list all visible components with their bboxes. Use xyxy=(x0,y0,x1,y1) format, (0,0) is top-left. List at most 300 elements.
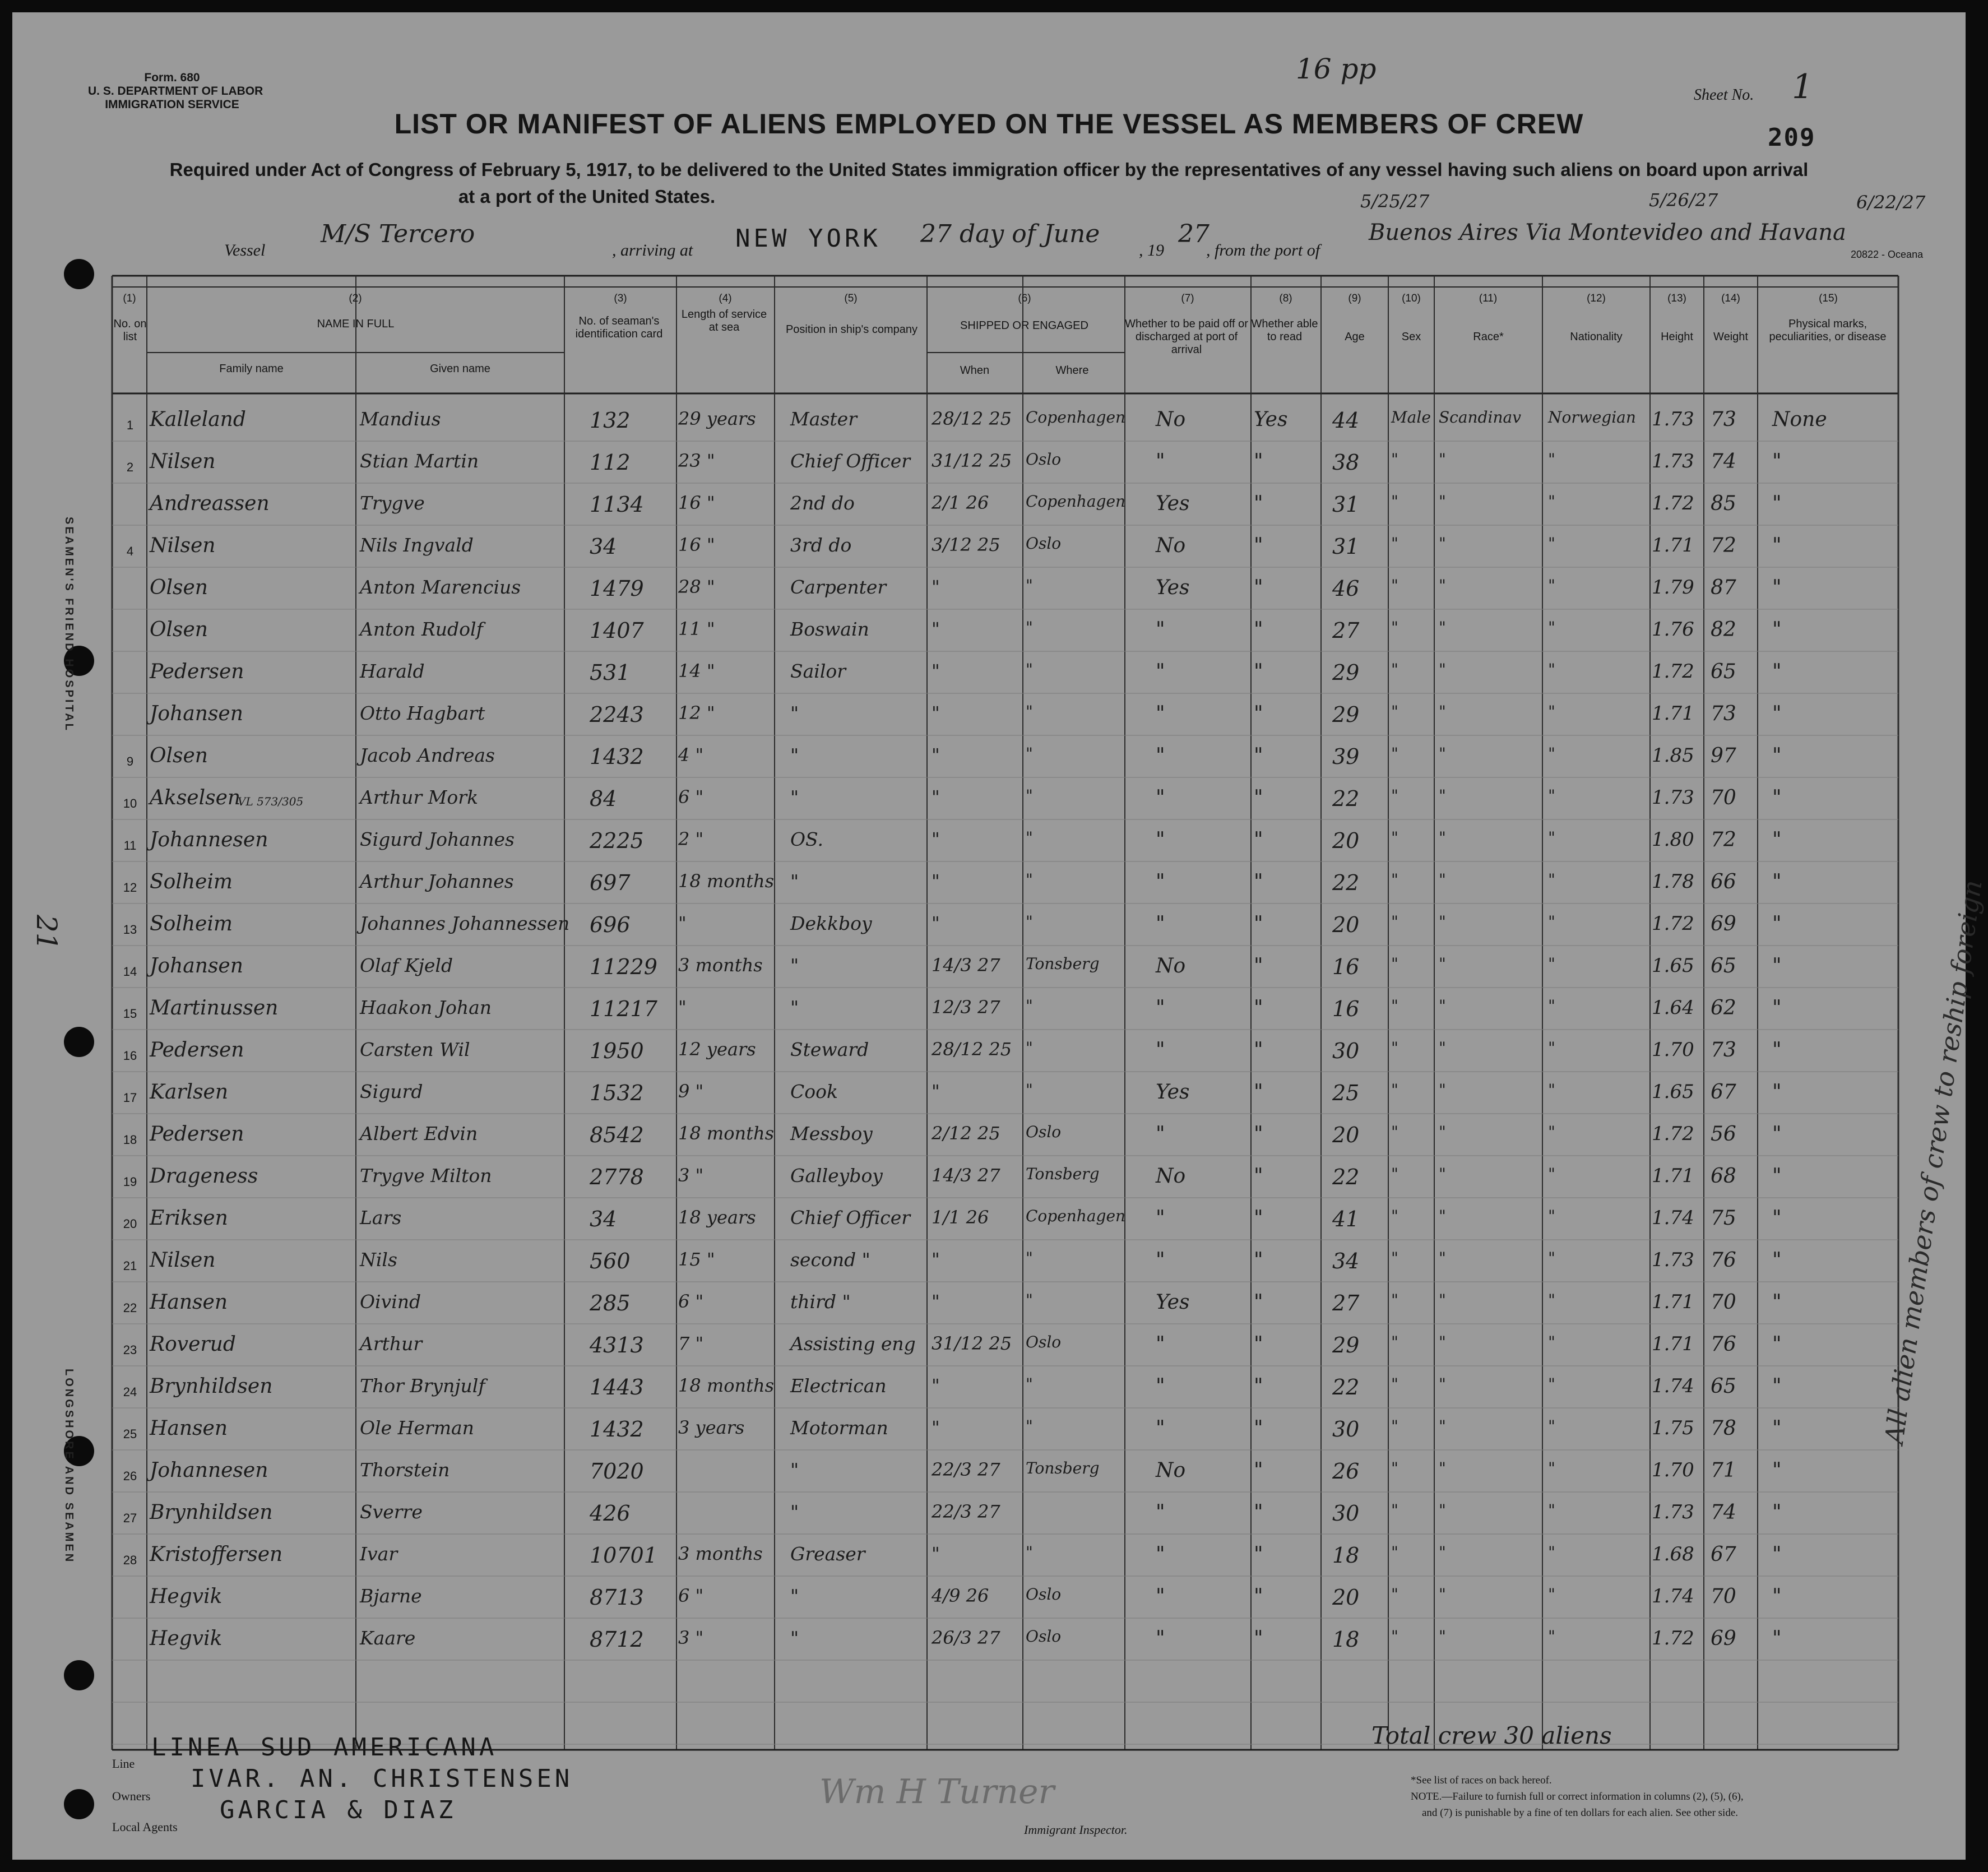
given-name: Kaare xyxy=(360,1627,416,1649)
family-name: Brynhildsen xyxy=(150,1501,273,1524)
shipped-where: Copenhagen xyxy=(1026,1207,1126,1225)
nationality: " xyxy=(1548,492,1555,511)
given-name: Anton Rudolf xyxy=(360,618,483,640)
page-title: LIST OR MANIFEST OF ALIENS EMPLOYED ON THE VESSEL AS MEMBERS OF CREW xyxy=(394,108,1584,140)
position: " xyxy=(790,786,799,808)
height: 1.73 xyxy=(1652,1501,1694,1523)
row-number: 11 xyxy=(123,838,137,852)
sex: " xyxy=(1391,1501,1398,1519)
race: " xyxy=(1439,1081,1446,1099)
akselsen-note: VL 573/305 xyxy=(238,795,304,808)
subtitle-line-2: at a port of the United States. xyxy=(458,186,716,207)
nationality: " xyxy=(1548,1627,1555,1646)
shipped-where: " xyxy=(1026,786,1033,805)
id-card: 1432 xyxy=(590,1417,644,1442)
race: " xyxy=(1439,1165,1446,1183)
service-length: 6 " xyxy=(678,1291,704,1312)
age: 22 xyxy=(1332,870,1360,895)
service-length: 6 " xyxy=(678,1585,704,1606)
table-row xyxy=(12,657,1966,699)
id-card: 7020 xyxy=(590,1459,644,1484)
physical-marks: " xyxy=(1772,534,1782,557)
column-number: (11) xyxy=(1479,293,1498,304)
row-number: 26 xyxy=(123,1469,137,1483)
shipped-when: 12/3 27 xyxy=(932,997,1000,1018)
race: " xyxy=(1439,1333,1446,1351)
physical-marks: " xyxy=(1772,786,1782,809)
shipped-where: Oslo xyxy=(1026,1627,1062,1646)
nationality: " xyxy=(1548,1081,1555,1099)
given-name: Sigurd xyxy=(360,1081,423,1102)
shipped-where: Oslo xyxy=(1026,1585,1062,1604)
shipped-when: 22/3 27 xyxy=(932,1501,1000,1522)
col-position: Position in ship's company xyxy=(785,323,918,336)
position: Carpenter xyxy=(790,576,887,598)
paid-off: " xyxy=(1156,1123,1165,1146)
sex: " xyxy=(1391,912,1398,931)
sex: " xyxy=(1391,450,1398,469)
given-name: Lars xyxy=(360,1207,402,1229)
service-length: 2 " xyxy=(678,828,704,850)
nationality: " xyxy=(1548,576,1555,595)
shipped-when: 4/9 26 xyxy=(932,1585,989,1606)
paid-off: " xyxy=(1156,1627,1165,1650)
service-length: 3 months xyxy=(678,1543,763,1564)
given-name: Ivar xyxy=(360,1543,398,1565)
shipped-when: 28/12 25 xyxy=(932,408,1012,429)
id-card: 697 xyxy=(590,870,631,895)
age: 41 xyxy=(1332,1207,1360,1231)
able-to-read: " xyxy=(1254,1627,1263,1650)
nationality: " xyxy=(1548,1333,1555,1351)
id-card: 112 xyxy=(590,450,631,475)
service-length: 9 " xyxy=(678,1081,704,1102)
id-card: 2225 xyxy=(590,828,644,853)
age: 39 xyxy=(1332,744,1360,769)
position: 3rd do xyxy=(790,534,852,556)
table-row xyxy=(12,783,1966,825)
sex: " xyxy=(1391,1543,1398,1561)
height: 1.75 xyxy=(1652,1417,1694,1439)
family-name: Johansen xyxy=(150,702,243,725)
given-name: Jacob Andreas xyxy=(360,744,495,766)
paid-off: " xyxy=(1156,1543,1165,1566)
weight: 76 xyxy=(1711,1249,1736,1272)
weight: 66 xyxy=(1711,870,1736,893)
sex: " xyxy=(1391,1333,1398,1351)
row-number: 13 xyxy=(123,923,137,937)
position: Steward xyxy=(790,1039,869,1060)
table-row xyxy=(12,1245,1966,1287)
given-name: Trygve xyxy=(360,492,425,514)
shipped-when: " xyxy=(932,744,940,766)
column-number: (10) xyxy=(1402,293,1421,304)
paid-off: " xyxy=(1156,660,1165,683)
nationality: " xyxy=(1548,1417,1555,1435)
shipped-when: " xyxy=(932,912,940,934)
sex: " xyxy=(1391,997,1398,1015)
service-length: 3 " xyxy=(678,1165,704,1186)
weight: 68 xyxy=(1711,1165,1736,1188)
shipped-where: Oslo xyxy=(1026,534,1062,553)
service-length: 18 months xyxy=(678,1123,774,1144)
id-card: 285 xyxy=(590,1291,631,1315)
race: " xyxy=(1439,954,1446,973)
age: 27 xyxy=(1332,1291,1360,1315)
race: " xyxy=(1439,870,1446,889)
given-name: Haakon Johan xyxy=(360,997,492,1018)
paid-off: " xyxy=(1156,786,1165,809)
weight: 65 xyxy=(1711,954,1736,977)
column-number: (7) xyxy=(1181,293,1194,304)
weight: 78 xyxy=(1711,1417,1736,1440)
family-name: Solheim xyxy=(150,870,233,893)
shipped-when: " xyxy=(932,1417,940,1438)
given-name: Bjarne xyxy=(360,1585,422,1607)
weight: 71 xyxy=(1711,1459,1736,1482)
sex: " xyxy=(1391,1627,1398,1646)
height: 1.79 xyxy=(1652,576,1694,599)
shipped-when: 31/12 25 xyxy=(932,450,1012,471)
row-number: 24 xyxy=(123,1385,137,1399)
subtitle-line-1: Required under Act of Congress of February 5, 1917, to be delivered to the United States immigration officer by the representatives of any vessel having such aliens on board upon arrival xyxy=(169,159,1809,180)
nationality: " xyxy=(1548,1165,1555,1183)
sex: " xyxy=(1391,618,1398,637)
given-name: Nils Ingvald xyxy=(360,534,474,556)
height: 1.65 xyxy=(1652,1081,1694,1103)
height: 1.73 xyxy=(1652,408,1694,430)
age: 22 xyxy=(1332,786,1360,811)
height: 1.76 xyxy=(1652,618,1694,641)
sex: " xyxy=(1391,1207,1398,1225)
table-row xyxy=(12,489,1966,531)
weight: 65 xyxy=(1711,660,1736,683)
left-margin-stamp-1: SEAMEN'S FRIEND HOSPITAL xyxy=(63,517,75,733)
col-service: Length of service at sea xyxy=(681,308,767,333)
row-number: 9 xyxy=(126,754,134,768)
sex: " xyxy=(1391,534,1398,553)
position: Galleyboy xyxy=(790,1165,883,1187)
col-paid-off: Whether to be paid off or discharged at port of arrival xyxy=(1125,318,1248,356)
able-to-read: " xyxy=(1254,1417,1263,1440)
position: " xyxy=(790,702,799,724)
age: 20 xyxy=(1332,1123,1360,1147)
service-length: 28 " xyxy=(678,576,715,597)
table-row xyxy=(12,615,1966,657)
sheet-label: Sheet No. xyxy=(1694,86,1754,104)
paid-off: " xyxy=(1156,912,1165,935)
arrival-year: 27 xyxy=(1178,220,1210,248)
fine-note: NOTE.—Failure to furnish full or correct information in columns (2), (5), (6), xyxy=(1411,1791,1744,1803)
row-number: 1 xyxy=(126,418,134,432)
column-number: (8) xyxy=(1279,293,1292,304)
age: 25 xyxy=(1332,1081,1360,1105)
age: 16 xyxy=(1332,997,1360,1021)
given-name: Stian Martin xyxy=(360,450,479,472)
able-to-read: " xyxy=(1254,1207,1263,1230)
age: 38 xyxy=(1332,450,1360,475)
height: 1.71 xyxy=(1652,1333,1694,1355)
able-to-read: " xyxy=(1254,492,1263,515)
able-to-read: " xyxy=(1254,870,1263,893)
service-length: 29 years xyxy=(678,408,756,429)
nationality: " xyxy=(1548,1249,1555,1267)
row-number: 22 xyxy=(123,1301,137,1315)
physical-marks: " xyxy=(1772,618,1782,641)
weight: 97 xyxy=(1711,744,1736,767)
able-to-read: " xyxy=(1254,1333,1263,1356)
nationality: " xyxy=(1548,1459,1555,1477)
col-height: Height xyxy=(1661,331,1693,343)
height: 1.71 xyxy=(1652,534,1694,557)
shipped-when: " xyxy=(932,870,940,892)
shipped-where: " xyxy=(1026,1291,1033,1309)
age: 22 xyxy=(1332,1375,1360,1400)
service-length: 4 " xyxy=(678,744,704,766)
race: " xyxy=(1439,1627,1446,1646)
service-length: " xyxy=(678,997,687,1018)
shipped-when: " xyxy=(932,786,940,808)
given-name: Olaf Kjeld xyxy=(360,954,453,976)
weight: 56 xyxy=(1711,1123,1736,1146)
height: 1.71 xyxy=(1652,1165,1694,1187)
able-to-read: " xyxy=(1254,534,1263,557)
arriving-label: , arriving at xyxy=(612,241,693,260)
given-name: Johannes Johannessen xyxy=(360,912,570,934)
height: 1.72 xyxy=(1652,1123,1694,1145)
nationality: " xyxy=(1548,1375,1555,1393)
shipped-when: 14/3 27 xyxy=(932,1165,1000,1186)
height: 1.73 xyxy=(1652,786,1694,809)
service-length: 16 " xyxy=(678,492,715,513)
row-number: 17 xyxy=(123,1091,137,1105)
physical-marks: " xyxy=(1772,1165,1782,1188)
weight: 62 xyxy=(1711,997,1736,1020)
physical-marks: " xyxy=(1772,997,1782,1020)
row-number: 12 xyxy=(123,881,137,895)
family-name: Pedersen xyxy=(150,1039,244,1062)
family-name: Hansen xyxy=(150,1291,228,1314)
physical-marks: " xyxy=(1772,1459,1782,1482)
nationality: " xyxy=(1548,954,1555,973)
height: 1.74 xyxy=(1652,1585,1694,1607)
race: " xyxy=(1439,786,1446,805)
nationality: " xyxy=(1548,1501,1555,1519)
shipped-where: Copenhagen xyxy=(1026,492,1126,511)
service-length: 6 " xyxy=(678,786,704,808)
sex: " xyxy=(1391,828,1398,847)
able-to-read: " xyxy=(1254,660,1263,683)
paid-off: No xyxy=(1156,1459,1186,1482)
physical-marks: " xyxy=(1772,1123,1782,1146)
height: 1.65 xyxy=(1652,954,1694,977)
nationality: " xyxy=(1548,1543,1555,1561)
position: Master xyxy=(790,408,857,430)
height: 1.80 xyxy=(1652,828,1694,851)
vessel-name: M/S Tercero xyxy=(321,220,475,248)
weight: 87 xyxy=(1711,576,1736,599)
physical-marks: None xyxy=(1772,408,1827,431)
table-row xyxy=(12,1035,1966,1077)
shipped-when: " xyxy=(932,660,940,682)
given-name: Arthur Johannes xyxy=(360,870,514,892)
races-note: *See list of races on back hereof. xyxy=(1411,1774,1552,1786)
able-to-read: " xyxy=(1254,1165,1263,1188)
physical-marks: " xyxy=(1772,1081,1782,1104)
given-name: Nils xyxy=(360,1249,397,1271)
id-card: 8542 xyxy=(590,1123,644,1147)
row-number: 20 xyxy=(123,1217,137,1231)
arrival-date: 27 day of June xyxy=(920,220,1100,248)
id-card: 34 xyxy=(590,1207,617,1231)
age: 44 xyxy=(1332,408,1360,433)
table-row xyxy=(12,447,1966,489)
service-length: 15 " xyxy=(678,1249,715,1270)
id-card: 560 xyxy=(590,1249,631,1273)
agents-label: Local Agents xyxy=(112,1820,178,1834)
paid-off: " xyxy=(1156,450,1165,473)
position: Messboy xyxy=(790,1123,873,1144)
shipped-when: " xyxy=(932,576,940,597)
table-row xyxy=(12,1498,1966,1540)
shipped-where: Tonsberg xyxy=(1026,1459,1100,1477)
table-row xyxy=(12,1414,1966,1456)
age: 16 xyxy=(1332,954,1360,979)
footer-notes xyxy=(1411,1772,1949,1821)
nationality: " xyxy=(1548,1585,1555,1604)
nationality: " xyxy=(1548,997,1555,1015)
race: " xyxy=(1439,828,1446,847)
physical-marks: " xyxy=(1772,954,1782,977)
age: 20 xyxy=(1332,1585,1360,1610)
inspector-label: Immigrant Inspector. xyxy=(1024,1823,1128,1837)
height: 1.71 xyxy=(1652,702,1694,725)
able-to-read: " xyxy=(1254,1375,1263,1398)
shipped-where: " xyxy=(1026,1249,1033,1267)
shipped-when: 2/1 26 xyxy=(932,492,989,513)
shipped-where: " xyxy=(1026,828,1033,847)
service-length: 18 years xyxy=(678,1207,756,1228)
line-label: Line xyxy=(112,1757,135,1771)
paid-off: " xyxy=(1156,1417,1165,1440)
weight: 72 xyxy=(1711,534,1736,557)
col-shipped: SHIPPED OR ENGAGED xyxy=(960,319,1088,332)
position: Boswain xyxy=(790,618,869,640)
column-number: (6) xyxy=(1018,293,1031,304)
family-name: Johannesen xyxy=(150,1459,268,1482)
age: 18 xyxy=(1332,1543,1360,1568)
paid-off: " xyxy=(1156,618,1165,641)
col-sex: Sex xyxy=(1401,331,1421,343)
nationality: " xyxy=(1548,1039,1555,1057)
able-to-read: Yes xyxy=(1254,408,1288,431)
sex: " xyxy=(1391,744,1398,763)
physical-marks: " xyxy=(1772,1501,1782,1524)
family-name: Olsen xyxy=(150,744,208,767)
table-row xyxy=(12,1582,1966,1624)
paid-off: " xyxy=(1156,1207,1165,1230)
physical-marks: " xyxy=(1772,660,1782,683)
row-number: 2 xyxy=(126,460,134,474)
shipped-where: Oslo xyxy=(1026,1333,1062,1351)
paid-off: No xyxy=(1156,408,1186,431)
shipped-where: " xyxy=(1026,660,1033,679)
id-card: 8712 xyxy=(590,1627,644,1652)
col-given-name: Given name xyxy=(430,363,490,375)
service-length: 11 " xyxy=(678,618,715,640)
table-row xyxy=(12,1540,1966,1582)
position: " xyxy=(790,1501,799,1523)
shipped-where: Tonsberg xyxy=(1026,954,1100,973)
physical-marks: " xyxy=(1772,1039,1782,1062)
sex: " xyxy=(1391,1291,1398,1309)
able-to-read: " xyxy=(1254,576,1263,599)
shipped-where: Tonsberg xyxy=(1026,1165,1100,1183)
nationality: " xyxy=(1548,618,1555,637)
column-number: (15) xyxy=(1819,293,1838,304)
service-length: 18 months xyxy=(678,1375,774,1396)
table-row xyxy=(12,1287,1966,1329)
family-name: Pedersen xyxy=(150,1123,244,1146)
table-row xyxy=(12,1203,1966,1245)
col-when: When xyxy=(960,364,990,377)
col-physical-marks: Physical marks, peculiarities, or disease xyxy=(1769,318,1887,343)
given-name: Sverre xyxy=(360,1501,423,1523)
height: 1.72 xyxy=(1652,1627,1694,1649)
paid-off: No xyxy=(1156,954,1186,977)
shipped-when: 3/12 25 xyxy=(932,534,1000,555)
weight: 85 xyxy=(1711,492,1736,515)
race: " xyxy=(1439,618,1446,637)
service-length: " xyxy=(678,912,687,934)
sex: " xyxy=(1391,492,1398,511)
sex: " xyxy=(1391,1165,1398,1183)
position: Chief Officer xyxy=(790,450,911,472)
family-name: Eriksen xyxy=(150,1207,228,1230)
from-label: , from the port of xyxy=(1206,241,1320,260)
race: " xyxy=(1439,997,1446,1015)
height: 1.78 xyxy=(1652,870,1694,893)
nationality: " xyxy=(1548,702,1555,721)
family-name: Drageness xyxy=(150,1165,258,1188)
age: 30 xyxy=(1332,1417,1360,1442)
nationality: " xyxy=(1548,828,1555,847)
age: 29 xyxy=(1332,660,1360,685)
table-row xyxy=(12,741,1966,783)
given-name: Trygve Milton xyxy=(360,1165,492,1187)
column-number: (14) xyxy=(1721,293,1740,304)
position: " xyxy=(790,744,799,766)
row-number: 27 xyxy=(123,1511,137,1525)
sex: " xyxy=(1391,786,1398,805)
weight: 72 xyxy=(1711,828,1736,851)
sheet-number: 1 xyxy=(1792,67,1814,106)
physical-marks: " xyxy=(1772,912,1782,935)
sex: " xyxy=(1391,1585,1398,1604)
position: 2nd do xyxy=(790,492,855,514)
sex: " xyxy=(1391,576,1398,595)
inspector-signature: Wm H Turner xyxy=(819,1772,1055,1811)
physical-marks: " xyxy=(1772,828,1782,851)
position: Sailor xyxy=(790,660,846,682)
nationality: " xyxy=(1548,744,1555,763)
paid-off: " xyxy=(1156,1333,1165,1356)
age: 31 xyxy=(1332,492,1360,517)
id-card: 11217 xyxy=(590,997,657,1021)
physical-marks: " xyxy=(1772,1585,1782,1608)
age: 22 xyxy=(1332,1165,1360,1189)
page-number: 209 xyxy=(1768,123,1816,152)
